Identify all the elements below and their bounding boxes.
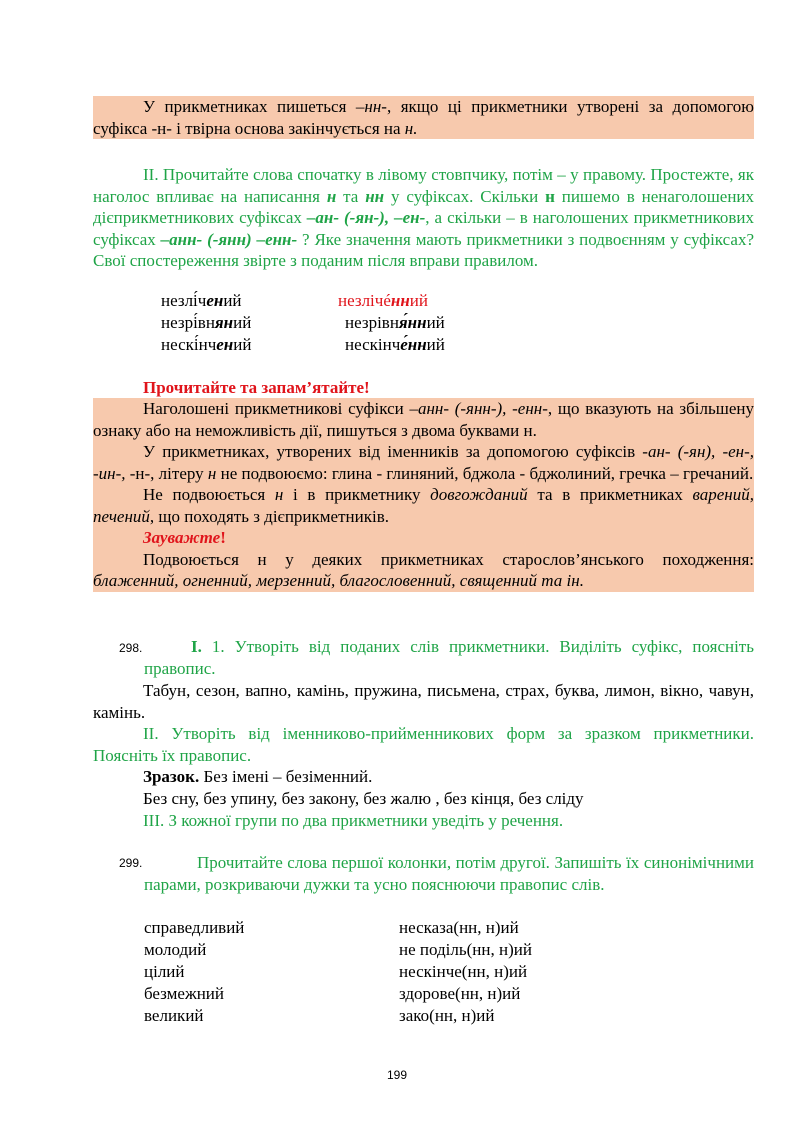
pair-right-2: незрівня́нний bbox=[345, 313, 445, 332]
ex299-left-4: безмежний bbox=[144, 984, 224, 1003]
ex299-left-2: молодий bbox=[144, 940, 207, 959]
ex298-task-1: І. 1. Утворіть від поданих слів прикметники. Виділіть суфікс, поясніть правопис. bbox=[144, 637, 754, 678]
rule-para-1: Наголошені прикметникові суфікси –анн- (-янн-), -енн-, що вказують на збільшену ознаку або на неможливість дії, пишуться з двома буквами н. bbox=[93, 399, 754, 440]
ex299-left-3: цілий bbox=[144, 962, 185, 981]
pair-left-3: нескі́нчений bbox=[161, 335, 252, 354]
ex299-right-5: зако(нн, н)ий bbox=[399, 1006, 495, 1025]
ex299-right-3: нескінче(нн, н)ий bbox=[399, 962, 528, 981]
pair-left-1: незлі́чений bbox=[161, 291, 242, 310]
rule-text: У прикметниках пишеться –нн-, якщо ці прикметники утворені за допомогою суфікса -н- і твірна основа закінчується на н. bbox=[93, 97, 754, 138]
ex299-right-4: здорове(нн, н)ий bbox=[399, 984, 521, 1003]
ex299-right-2: не поділь(нн, н)ий bbox=[399, 940, 532, 959]
task-2 bbox=[93, 164, 754, 272]
ex299-left-5: великий bbox=[144, 1006, 204, 1025]
page-number: 199 bbox=[386, 1068, 408, 1082]
note-heading: Зауважте! bbox=[143, 528, 226, 547]
rule-para-4: Подвоюється н у деяких прикметниках старослов’янського походження: блаженний, огненний, мерзенний, благословенний, священний та ін. bbox=[93, 549, 754, 590]
ex299-left-1: справедливий bbox=[144, 918, 245, 937]
pair-right-3: нескінче́нний bbox=[345, 335, 445, 354]
rule-para-2: У прикметниках, утворених від іменників за допомогою суфіксів -ан- (-ян), -ен-, -ин-, -н-, літеру н не подвоюємо: глина - глиняний, бджола - бджолиний, гречка – гречаний. bbox=[93, 442, 754, 483]
ex299-right-1: несказа(нн, н)ий bbox=[399, 918, 519, 937]
pair-right-1: незлічéнний bbox=[338, 291, 428, 310]
ex298-task-2: II. Утворіть від іменниково-прийменникових форм за зразком прикметники. Поясніть їх правопис. bbox=[93, 724, 754, 765]
task-2-text: II. Прочитайте слова спочатку в лівому стовпчику, потім – у правому. Простежте, як наголос впливає на написання н та нн у суфіксах. Скільки н пишемо в ненаголошених дієприкметникових суфіксах –ан- (-ян-), –ен-, а скільки – в наголошених прикметникових суфіксах –анн- (-янн) –енн- ? Яке значення мають прикметники з подвоєнням у суфіксах? Свої спостереження звірте з поданим після вправи правилом. bbox=[93, 165, 755, 270]
ex298-words: Табун, сезон, вапно, камінь, пружина, письмена, страх, буква, лимон, вікно, чавун, камінь. bbox=[93, 681, 754, 722]
rule-box-nn bbox=[93, 96, 754, 139]
pair-left-2: незрі́вняний bbox=[161, 313, 252, 332]
rule-box-remember bbox=[93, 398, 754, 592]
ex299-task: Прочитайте слова першої колонки, потім другої. Запишіть їх синонімічними парами, розкриваючи дужки та усно пояснюючи правопис слів. bbox=[144, 853, 754, 894]
ex298-task-3: III. З кожної групи по два прикметники уведіть у речення. bbox=[143, 811, 564, 830]
rule-para-3: Не подвоюється н і в прикметнику довгожданий та в прикметниках варений, печений, що походять з дієприкметників. bbox=[93, 485, 754, 526]
exercise-number-299: 299. bbox=[119, 856, 143, 870]
remember-heading: Прочитайте та запам’ятайте! bbox=[143, 378, 370, 397]
ex298-list: Без сну, без упину, без закону, без жалю , без кінця, без сліду bbox=[143, 789, 584, 808]
remember-heading-wrap bbox=[93, 377, 754, 399]
ex298-sample: Зразок. Без імені – безіменний. bbox=[143, 767, 373, 786]
exercise-number-298: 298. bbox=[119, 641, 143, 655]
